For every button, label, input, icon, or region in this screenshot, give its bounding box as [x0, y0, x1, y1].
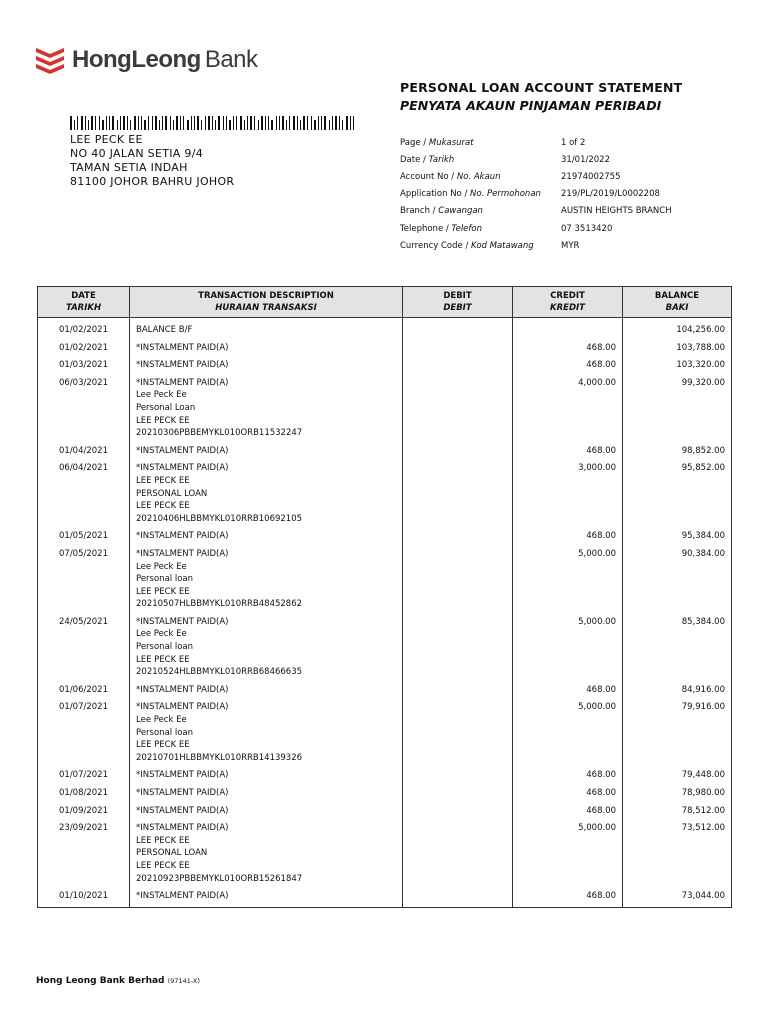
description-line: *INSTALMENT PAID(A)	[136, 360, 229, 371]
cell-description	[130, 769, 403, 787]
cell-balance: 103,788.00	[623, 342, 732, 360]
barcode-bar	[218, 116, 220, 130]
address-line: LEE PECK EE	[70, 133, 143, 146]
cell-credit: 468.00	[513, 890, 623, 907]
barcode-bar	[226, 116, 227, 130]
cell-description	[130, 890, 403, 907]
cell-description	[130, 445, 403, 463]
barcode-bar	[134, 116, 136, 130]
cell-description	[130, 342, 403, 360]
description-line: Lee Peck Ee	[136, 629, 187, 640]
account-detail-value: 07 3513420	[561, 223, 613, 234]
barcode-bar	[85, 116, 86, 130]
description-line: *INSTALMENT PAID(A)	[136, 531, 229, 542]
barcode-bar	[236, 116, 237, 130]
cell-description	[130, 548, 403, 616]
barcode-bar	[247, 116, 248, 130]
cell-credit: 468.00	[513, 530, 623, 548]
cell-debit	[403, 822, 513, 890]
account-detail-label: Telephone / Telefon	[400, 223, 482, 234]
barcode-bar	[109, 116, 110, 130]
barcode-bar	[162, 116, 163, 130]
cell-date: 01/05/2021	[38, 530, 130, 548]
barcode-bar	[332, 116, 333, 130]
barcode-bar	[205, 116, 206, 130]
description-line: 20210923PBBEMYKL010ORB15261847	[136, 873, 303, 884]
footer-registration: (97141-X)	[167, 977, 200, 985]
barcode-bar	[144, 120, 146, 130]
account-detail-value: AUSTIN HEIGHTS BRANCH	[561, 206, 672, 217]
barcode-bar	[201, 120, 202, 130]
cell-debit	[403, 462, 513, 530]
cell-date: 01/06/2021	[38, 684, 130, 702]
table-row	[38, 684, 732, 702]
account-detail-value: 219/PL/2019/L0002208	[561, 189, 660, 200]
cell-date: 01/02/2021	[38, 342, 130, 360]
barcode-bar	[265, 116, 266, 130]
cell-balance: 90,384.00	[623, 548, 732, 616]
barcode-bar	[240, 116, 242, 130]
description-line: *INSTALMENT PAID(A)	[136, 463, 229, 474]
barcode-bar	[120, 116, 121, 130]
barcode-bar	[91, 116, 93, 130]
description-line: 20210306PBBEMYKL010ORB11532247	[136, 428, 303, 439]
barcode-bar	[254, 116, 255, 130]
barcode-bar	[229, 120, 231, 130]
barcode-bar	[335, 116, 337, 130]
description-line: LEE PECK EE	[136, 654, 190, 665]
footer	[36, 976, 200, 986]
table-row	[38, 377, 732, 445]
account-detail-value: 1 of 2	[561, 137, 586, 148]
cell-debit	[403, 890, 513, 907]
cell-balance: 104,256.00	[623, 318, 732, 342]
table-row	[38, 445, 732, 463]
account-detail-row	[400, 220, 672, 237]
cell-description	[130, 805, 403, 823]
cell-balance: 85,384.00	[623, 616, 732, 684]
customer-address	[70, 133, 234, 189]
transaction-table	[37, 286, 732, 908]
table-row	[38, 359, 732, 377]
barcode-bar	[350, 116, 351, 130]
cell-description	[130, 684, 403, 702]
table-row	[38, 616, 732, 684]
barcode-bar	[152, 116, 153, 130]
cell-date: 24/05/2021	[38, 616, 130, 684]
description-line: LEE PECK EE	[136, 835, 190, 846]
description-line: PERSONAL LOAN	[136, 488, 208, 499]
barcode-bar	[261, 116, 263, 130]
barcode-bar	[173, 120, 174, 130]
description-line: *INSTALMENT PAID(A)	[136, 616, 229, 627]
cell-description	[130, 359, 403, 377]
cell-credit: 5,000.00	[513, 822, 623, 890]
description-line: LEE PECK EE	[136, 415, 190, 426]
description-line: *INSTALMENT PAID(A)	[136, 823, 229, 834]
description-line: Lee Peck Ee	[136, 715, 187, 726]
barcode-bar	[194, 116, 195, 130]
barcode-bar	[233, 116, 234, 130]
account-detail-row	[400, 168, 672, 185]
description-line: 20210507HLBBMYKL010RRB48452862	[136, 599, 303, 610]
account-detail-row	[400, 151, 672, 168]
table-row	[38, 318, 732, 342]
table-header-row	[38, 287, 732, 318]
barcode-bar	[197, 116, 199, 130]
barcode-bar	[187, 120, 189, 130]
cell-balance: 95,852.00	[623, 462, 732, 530]
description-line: LEE PECK EE	[136, 475, 190, 486]
description-line: Lee Peck Ee	[136, 390, 187, 401]
barcode-bar	[314, 120, 316, 130]
account-detail-row	[400, 134, 672, 151]
column-header-credit: CREDIT KREDIT	[513, 287, 623, 318]
cell-description	[130, 822, 403, 890]
barcode-bar	[303, 116, 305, 130]
cell-credit: 468.00	[513, 684, 623, 702]
cell-balance: 84,916.00	[623, 684, 732, 702]
account-detail-label: Date / Tarikh	[400, 154, 455, 165]
account-detail-label: Currency Code / Kod Matawang	[400, 240, 534, 251]
account-detail-value: 21974002755	[561, 171, 621, 182]
description-line: *INSTALMENT PAID(A)	[136, 891, 229, 902]
cell-debit	[403, 684, 513, 702]
bank-logo	[36, 44, 258, 76]
account-detail-label: Branch / Cawangan	[400, 206, 483, 217]
barcode-bar	[159, 120, 160, 130]
barcode-bar	[148, 116, 149, 130]
barcode-bar	[300, 120, 301, 130]
barcode-bar	[165, 116, 167, 130]
description-line: *INSTALMENT PAID(A)	[136, 342, 229, 353]
barcode-bar	[191, 116, 192, 130]
cell-debit	[403, 359, 513, 377]
barcode-bar	[258, 120, 259, 130]
description-line: PERSONAL LOAN	[136, 848, 208, 859]
address-line: 81100 JOHOR BAHRU JOHOR	[70, 175, 235, 188]
barcode-bar	[95, 116, 96, 130]
barcode-bar	[321, 116, 322, 130]
barcode-bar	[141, 116, 142, 130]
barcode-bar	[155, 116, 157, 130]
column-header-balance: BALANCE BAKI	[623, 287, 732, 318]
cell-credit	[513, 318, 623, 342]
column-header-date: DATE TARIKH	[38, 287, 130, 318]
description-line: LEE PECK EE	[136, 501, 190, 512]
address-line: NO 40 JALAN SETIA 9/4	[70, 147, 204, 160]
cell-credit: 5,000.00	[513, 616, 623, 684]
barcode-bar	[286, 120, 287, 130]
barcode-bar	[250, 116, 252, 130]
description-line: Personal loan	[136, 727, 193, 738]
cell-debit	[403, 616, 513, 684]
description-line: *INSTALMENT PAID(A)	[136, 788, 229, 798]
description-line: *INSTALMENT PAID(A)	[136, 377, 229, 388]
cell-description	[130, 616, 403, 684]
cell-debit	[403, 530, 513, 548]
column-header-debit: DEBIT DEBIT	[403, 287, 513, 318]
cell-debit	[403, 318, 513, 342]
transaction-rows	[38, 318, 732, 908]
table-row	[38, 890, 732, 907]
description-line: *INSTALMENT PAID(A)	[136, 445, 229, 456]
cell-date: 01/03/2021	[38, 359, 130, 377]
barcode-bar	[170, 116, 171, 130]
account-details	[400, 134, 672, 254]
cell-credit: 5,000.00	[513, 701, 623, 769]
address-line: TAMAN SETIA INDAH	[70, 161, 188, 174]
cell-date: 01/07/2021	[38, 701, 130, 769]
cell-balance: 99,320.00	[623, 377, 732, 445]
description-line: LEE PECK EE	[136, 740, 190, 751]
account-detail-row	[400, 203, 672, 220]
barcode-bar	[311, 116, 312, 130]
cell-credit: 468.00	[513, 805, 623, 823]
cell-credit: 5,000.00	[513, 548, 623, 616]
table-row	[38, 701, 732, 769]
barcode-bar	[279, 116, 280, 130]
footer-company: Hong Leong Bank Berhad	[36, 976, 165, 986]
cell-balance: 78,512.00	[623, 805, 732, 823]
cell-debit	[403, 445, 513, 463]
description-line: *INSTALMENT PAID(A)	[136, 702, 229, 713]
barcode-bar	[106, 116, 107, 130]
barcode-bar	[208, 116, 210, 130]
cell-balance: 79,448.00	[623, 769, 732, 787]
cell-description	[130, 377, 403, 445]
barcode-bar	[212, 116, 213, 130]
account-detail-label: Page / Mukasurat	[400, 137, 474, 148]
cell-balance: 79,916.00	[623, 701, 732, 769]
barcode-bar	[244, 120, 245, 130]
bank-name	[72, 46, 258, 74]
description-line: BALANCE B/F	[136, 325, 193, 335]
account-detail-row	[400, 186, 672, 203]
barcode-bar	[102, 120, 104, 130]
account-detail-value: MYR	[561, 240, 580, 251]
table-row	[38, 530, 732, 548]
table-row	[38, 787, 732, 805]
cell-date: 07/05/2021	[38, 548, 130, 616]
cell-credit: 4,000.00	[513, 377, 623, 445]
cell-credit: 468.00	[513, 787, 623, 805]
cell-date: 06/03/2021	[38, 377, 130, 445]
cell-credit: 468.00	[513, 359, 623, 377]
account-detail-label: Account No / No. Akaun	[400, 171, 501, 182]
description-line: *INSTALMENT PAID(A)	[136, 805, 229, 816]
cell-date: 01/10/2021	[38, 890, 130, 907]
cell-debit	[403, 769, 513, 787]
statement-title-block	[400, 80, 682, 113]
barcode-bar	[342, 120, 343, 130]
postal-barcode	[70, 116, 356, 130]
barcode-bar	[99, 116, 100, 130]
barcode-bar	[88, 120, 89, 130]
cell-debit	[403, 548, 513, 616]
table-row	[38, 822, 732, 890]
barcode-bar	[117, 120, 118, 130]
description-line: Personal Loan	[136, 402, 196, 413]
barcode-bar	[74, 120, 75, 130]
bank-name-regular: Bank	[204, 46, 258, 73]
barcode-bar	[318, 116, 319, 130]
table-row	[38, 769, 732, 787]
cell-date: 01/02/2021	[38, 318, 130, 342]
description-line: 20210524HLBBMYKL010RRB68466635	[136, 667, 303, 678]
barcode-bar	[346, 116, 348, 130]
barcode-bar	[130, 120, 131, 130]
barcode-bar	[271, 120, 273, 130]
description-line: 20210406HLBBMYKL010RRB10692105	[136, 513, 303, 524]
description-line: Personal loan	[136, 574, 193, 585]
barcode-bar	[268, 116, 269, 130]
cell-date: 06/04/2021	[38, 462, 130, 530]
description-line: Personal loan	[136, 642, 193, 653]
statement-title-malay: PENYATA AKAUN PINJAMAN PERIBADI	[400, 98, 662, 113]
barcode-bar	[77, 116, 78, 130]
barcode-bar	[276, 116, 277, 130]
barcode-bar	[138, 116, 139, 130]
table-row	[38, 805, 732, 823]
column-header-description: TRANSACTION DESCRIPTION HURAIAN TRANSAKSI	[130, 287, 403, 318]
cell-debit	[403, 377, 513, 445]
table-row	[38, 462, 732, 530]
barcode-bar	[81, 116, 83, 130]
cell-description	[130, 462, 403, 530]
barcode-bar	[183, 116, 184, 130]
cell-balance: 103,320.00	[623, 359, 732, 377]
barcode-bar	[307, 116, 308, 130]
description-line: LEE PECK EE	[136, 586, 190, 597]
cell-date: 01/07/2021	[38, 769, 130, 787]
barcode-bar	[123, 116, 125, 130]
cell-balance: 73,044.00	[623, 890, 732, 907]
description-line: 20210701HLBBMYKL010RRB14139326	[136, 752, 303, 763]
barcode-bar	[223, 116, 224, 130]
cell-description	[130, 318, 403, 342]
cell-date: 01/04/2021	[38, 445, 130, 463]
barcode-bar	[289, 116, 290, 130]
cell-balance: 73,512.00	[623, 822, 732, 890]
cell-date: 01/09/2021	[38, 805, 130, 823]
cell-debit	[403, 342, 513, 360]
table-row	[38, 342, 732, 360]
description-line: *INSTALMENT PAID(A)	[136, 548, 229, 559]
cell-debit	[403, 805, 513, 823]
description-line: LEE PECK EE	[136, 860, 190, 871]
description-line: *INSTALMENT PAID(A)	[136, 684, 229, 695]
barcode-bar	[70, 116, 72, 130]
cell-date: 23/09/2021	[38, 822, 130, 890]
barcode-bar	[297, 116, 298, 130]
barcode-bar	[329, 120, 330, 130]
table-row	[38, 548, 732, 616]
barcode-bar	[215, 120, 216, 130]
cell-credit: 468.00	[513, 445, 623, 463]
barcode-bar	[353, 116, 354, 130]
cell-credit: 468.00	[513, 342, 623, 360]
barcode-bar	[339, 116, 340, 130]
barcode-bar	[282, 116, 284, 130]
cell-debit	[403, 701, 513, 769]
description-line: *INSTALMENT PAID(A)	[136, 770, 229, 781]
barcode-bar	[176, 116, 178, 130]
cell-date: 01/08/2021	[38, 787, 130, 805]
barcode-bar	[324, 116, 326, 130]
statement-title: PERSONAL LOAN ACCOUNT STATEMENT	[400, 80, 683, 95]
cell-credit: 468.00	[513, 769, 623, 787]
barcode-bar	[127, 116, 128, 130]
bank-name-bold: HongLeong	[72, 46, 201, 73]
cell-balance: 95,384.00	[623, 530, 732, 548]
barcode-bar	[293, 116, 295, 130]
account-detail-label: Application No / No. Permohonan	[400, 189, 541, 200]
cell-balance: 78,980.00	[623, 787, 732, 805]
account-detail-value: 31/01/2022	[561, 154, 610, 165]
description-line: Lee Peck Ee	[136, 561, 187, 572]
cell-description	[130, 530, 403, 548]
cell-debit	[403, 787, 513, 805]
barcode-bar	[112, 116, 114, 130]
barcode-bar	[180, 116, 181, 130]
hong-leong-emblem-icon	[36, 44, 66, 76]
cell-description	[130, 701, 403, 769]
cell-description	[130, 787, 403, 805]
cell-credit: 3,000.00	[513, 462, 623, 530]
account-detail-row	[400, 237, 672, 254]
cell-balance: 98,852.00	[623, 445, 732, 463]
